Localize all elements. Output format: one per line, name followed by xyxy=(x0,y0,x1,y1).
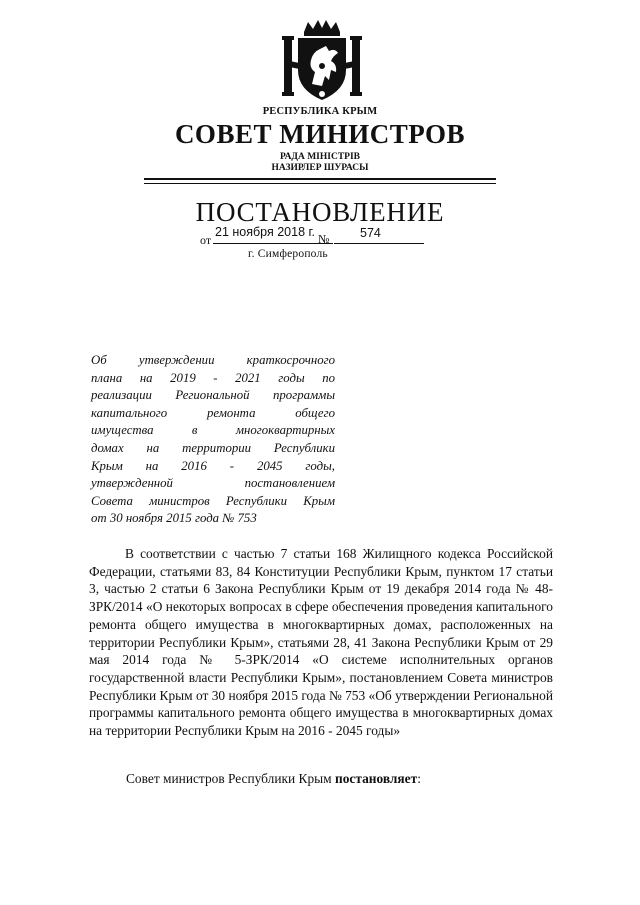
council-name-crimean-tatar: НАЗИРЛЕР ШУРАСЫ xyxy=(271,163,369,173)
header-rule-thin xyxy=(144,183,496,184)
subject-line: Совета министров Республики Крым xyxy=(91,493,335,508)
date-underline xyxy=(213,243,333,244)
document-subject xyxy=(91,352,335,528)
subject-line: плана на 2019 - 2021 годы по xyxy=(91,370,335,385)
subject-line: капитального ремонта общего xyxy=(91,405,335,420)
subject-line: Об утверждении краткосрочного xyxy=(91,353,335,367)
document-type-title: ПОСТАНОВЛЕНИЕ xyxy=(195,197,445,227)
document-number: 574 xyxy=(360,226,381,240)
subject-line: имущества в многоквартирных xyxy=(91,423,335,438)
coat-of-arms-emblem xyxy=(282,18,362,104)
resolution-lead: Совет министров Республики Крым xyxy=(126,771,335,786)
preamble-body xyxy=(89,545,553,740)
resolution-verb: постановляет xyxy=(334,771,418,786)
subject-line: домах на территории Республики xyxy=(91,440,335,455)
preamble-paragraph: В соответствии с частью 7 статьи 168 Жилищного кодекса Российской Федерации, статьями 83, 84 Конституции Республики Крым, пунктом 17 статьи 3, частью 2 статьи 6 Закона Республики Крым от 19 декабря 2014 года № 48-ЗРК/2014 «О некоторых вопросах в сфере обеспечения проведения капитального ремонта общего имущества в многоквартирных домах, расположенных на территории Республики Крым», статьями 28, 41 Закона Республики Крым от 29 мая 2014 года № 5-ЗРК/2014 «О системе исполнительных органов государственной власти Республики Крым», постановлением Совета министров Республики Крым от 30 ноября 2015 года № 753 «Об утверждении Региональной программы капитального ремонта общего имущества в многоквартирных домах на территории Республики Крым на 2016 - 2045 годы» xyxy=(89,546,553,739)
council-name-ukrainian: РАДА МІНІСТРІВ xyxy=(279,152,360,162)
subject-line: от 30 ноября 2015 года № 753 xyxy=(91,511,257,526)
subject-line: Крым на 2016 - 2045 годы, xyxy=(91,458,335,473)
subject-line: реализации Региональной программы xyxy=(91,388,335,403)
city-name: г. Симферополь xyxy=(248,248,328,260)
republic-name: РЕСПУБЛИКА КРЫМ xyxy=(262,106,378,117)
resolution-line xyxy=(126,771,421,787)
number-underline xyxy=(334,243,424,244)
number-label: № xyxy=(318,232,330,246)
resolution-colon: : xyxy=(417,771,421,786)
council-name: СОВЕТ МИНИСТРОВ xyxy=(174,119,466,149)
header-rule-thick xyxy=(144,178,496,180)
document-date: 21 ноября 2018 г. xyxy=(215,225,315,239)
date-from-label: от xyxy=(200,233,212,247)
subject-line: утвержденной постановлением xyxy=(91,476,335,491)
